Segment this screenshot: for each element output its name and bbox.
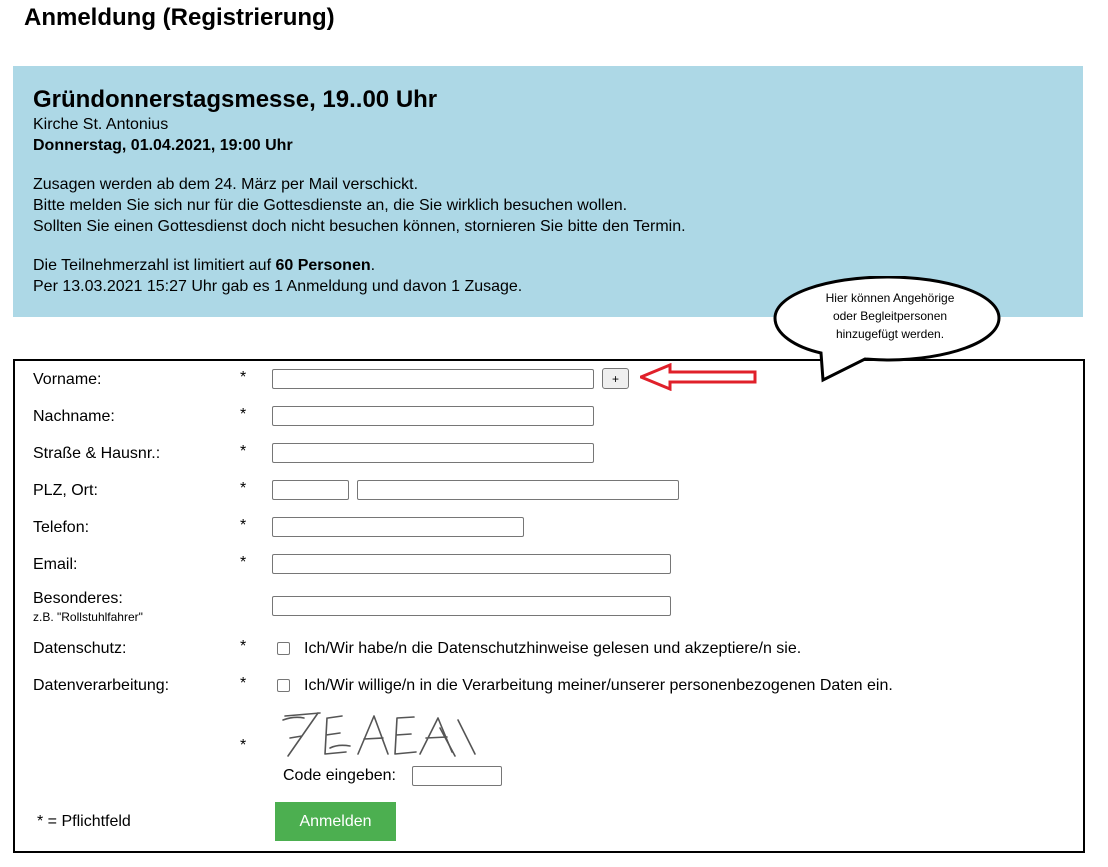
datenschutz-checkbox[interactable] [277, 642, 290, 655]
datenverarbeitung-text: Ich/Wir willige/n in die Verarbeitung meiner/unserer personenbezogenen Daten ein. [304, 677, 893, 694]
captcha-image [280, 708, 495, 763]
annotation-line: oder Begleitpersonen [832, 309, 948, 323]
event-title: Gründonnerstagsmesse, 19..00 Uhr [33, 86, 438, 113]
required-mark: * [240, 554, 247, 571]
event-date: Donnerstag, 01.04.2021, 19:00 Uhr [33, 137, 293, 154]
page-title: Anmeldung (Registrierung) [24, 4, 335, 31]
telefon-input[interactable] [272, 517, 524, 537]
registration-form [13, 359, 1085, 853]
required-mark: * [240, 443, 247, 460]
event-limit-value: 60 Personen [275, 257, 371, 274]
telefon-label: Telefon: [33, 519, 90, 536]
besonderes-input[interactable] [272, 596, 671, 616]
nachname-input[interactable] [272, 406, 594, 426]
code-label: Code eingeben: [283, 767, 396, 784]
required-mark: * [240, 675, 247, 692]
vorname-label: Vorname: [33, 371, 102, 388]
nachname-label: Nachname: [33, 408, 115, 425]
event-info-line: Bitte melden Sie sich nur für die Gottesdienste an, die Sie wirklich besuchen wollen. [33, 197, 628, 214]
arrow-annotation [640, 363, 760, 391]
ort-input[interactable] [357, 480, 679, 500]
annotation-text [800, 289, 980, 343]
required-mark: * [240, 369, 247, 386]
event-limit-prefix: Die Teilnehmerzahl ist limitiert auf [33, 257, 276, 274]
event-info-line: Zusagen werden ab dem 24. März per Mail verschickt. [33, 176, 419, 193]
besonderes-label: Besonderes: [33, 590, 123, 607]
datenschutz-label: Datenschutz: [33, 640, 127, 657]
plz-ort-label: PLZ, Ort: [33, 482, 98, 499]
besonderes-hint: z.B. "Rollstuhlfahrer" [33, 610, 143, 624]
required-mark: * [240, 406, 247, 423]
vorname-input[interactable] [272, 369, 594, 389]
datenschutz-text: Ich/Wir habe/n die Datenschutzhinweise gelesen und akzeptiere/n sie. [304, 640, 802, 657]
event-limit [33, 257, 375, 275]
strasse-input[interactable] [272, 443, 594, 463]
annotation-line: hinzugefügt werden. [835, 327, 945, 341]
event-info-line: Sollten Sie einen Gottesdienst doch nicht besuchen können, stornieren Sie bitte den Termin. [33, 218, 686, 235]
datenverarbeitung-label: Datenverarbeitung: [33, 677, 170, 694]
required-mark: * [240, 517, 247, 534]
submit-button[interactable]: Anmelden [275, 802, 396, 841]
event-location: Kirche St. Antonius [33, 116, 169, 133]
plz-input[interactable] [272, 480, 349, 500]
required-mark: * [240, 737, 247, 754]
event-limit-suffix: . [370, 257, 376, 274]
required-footnote: * = Pflichtfeld [37, 813, 131, 830]
event-status: Per 13.03.2021 15:27 Uhr gab es 1 Anmeldung und davon 1 Zusage. [33, 278, 523, 295]
datenverarbeitung-checkbox[interactable] [277, 679, 290, 692]
annotation-line: Hier können Angehörige [825, 291, 955, 305]
email-input[interactable] [272, 554, 671, 574]
add-person-button[interactable]: + [602, 368, 629, 389]
required-mark: * [240, 480, 247, 497]
captcha-input[interactable] [412, 766, 502, 786]
required-mark: * [240, 638, 247, 655]
email-label: Email: [33, 556, 78, 573]
strasse-label: Straße & Hausnr.: [33, 445, 161, 462]
